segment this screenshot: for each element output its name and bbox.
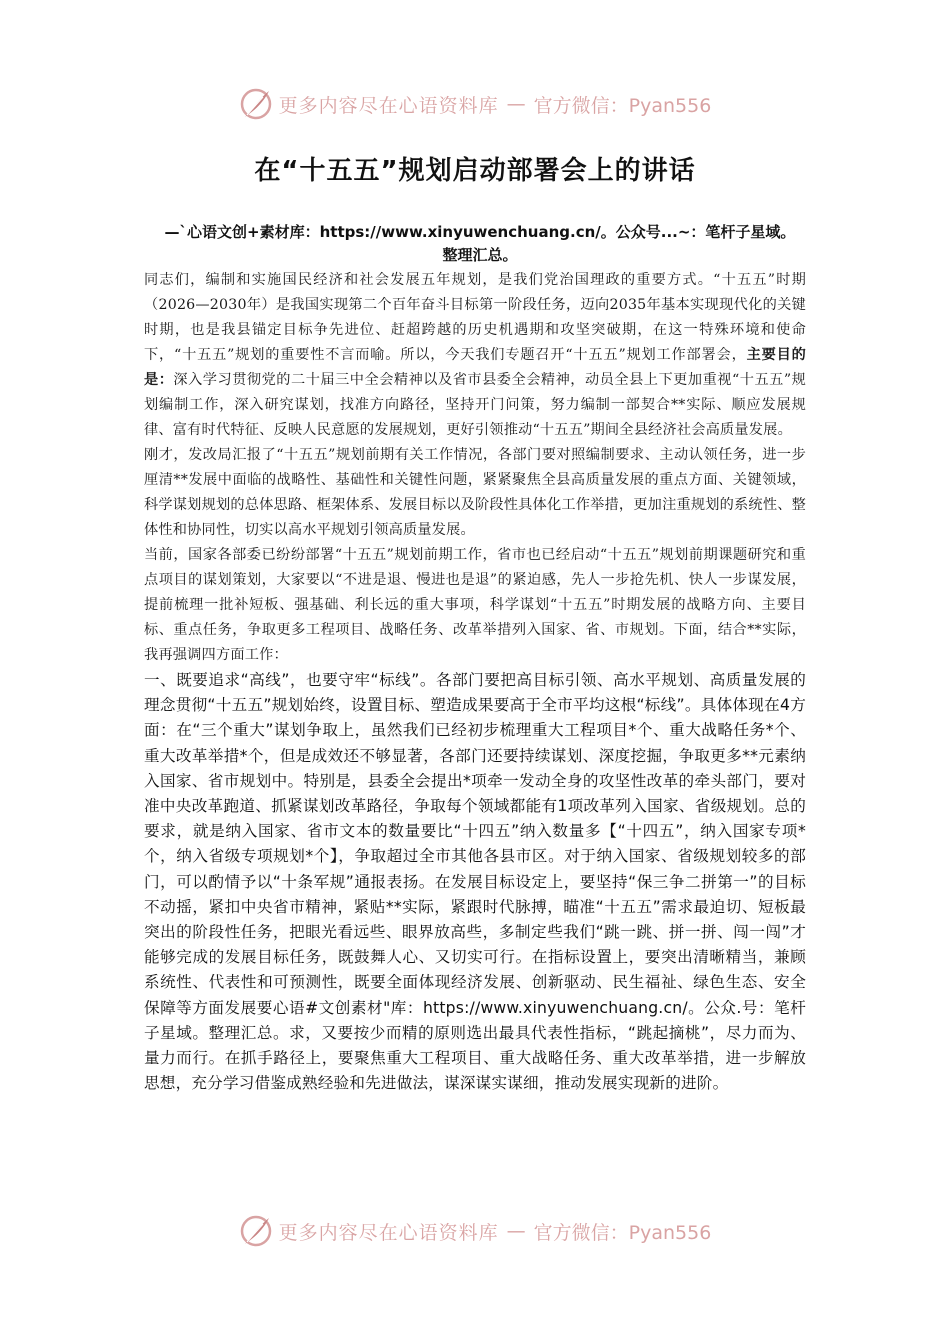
feather-pen-logo-icon	[239, 1214, 273, 1248]
bottom-banner	[0, 1211, 950, 1251]
document-body	[144, 268, 806, 1096]
subtitle-line-1: —`心语文创+素材库：https://www.xinyuwenchuang.cn/。公众号...~：笔杆子星域。	[164, 223, 796, 241]
subtitle	[140, 221, 820, 267]
paragraph-2: 刚才，发改局汇报了“十五五”规划前期有关工作情况，各部门要对照编制要求、主动认领任务，进一步厘清**发展中面临的战略性、基础性和关键性问题，紧紧聚焦全县高质量发展的重点方面、关键领域，科学谋划规划的总体思路、框架体系、发展目标以及阶段性具体化工作举措，更加注重规划的系统性、整体性和协同性，切实以高水平规划引领高质量发展。	[144, 447, 806, 538]
paragraph-3: 当前，国家各部委已纷纷部署“十五五”规划前期工作，省市也已经启动“十五五”规划前期课题研究和重点项目的谋划策划，大家要以“不进是退、慢进也是退”的紧迫感，先人一步抢先机、快人一步谋发展，提前梳理一批补短板、强基础、利长远的重大事项，科学谋划“十五五”时期发展的战略方向、主要目标、重点任务，争取更多工程项目、战略任务、改革举措列入国家、省、市规划。下面，结合**实际，我再强调四方面工作：	[144, 547, 806, 663]
banner-separator: —	[506, 1220, 526, 1242]
banner-text: 更多内容尽在心语资料库	[278, 1221, 499, 1244]
banner-wechat: 官方微信：Pyan556	[533, 1221, 712, 1244]
page-title: 在“十五五”规划启动部署会上的讲话	[254, 156, 696, 186]
paragraph-1-before: 同志们，编制和实施国民经济和社会发展五年规划，是我们党治国理政的重要方式。“十五五”时期（2026—2030年）是我国实现第二个百年奋斗目标第一阶段任务，迈向2035年基本实现现代化的关键时期，也是我县锚定目标争先进位、赶超跨越的历史机遇期和攻坚突破期，在这一特殊环境和使命下，“十五五”规划的重要性不言而喻。所以，今天我们专题召开“十五五”规划工作部署会，	[144, 272, 806, 363]
subtitle-line-2: 整理汇总。	[442, 246, 518, 264]
paragraph-1-after: 深入学习贯彻党的二十届三中全会精神以及省市县委全会精神，动员全县上下更加重视“十五五”规划编制工作，深入研究谋划，找准方向路径，坚持开门问策，努力编制一部契合**实际、顺应发展规律、富有时代特征、反映人民意愿的发展规划，更好引领推动“十五五”期间全县经济社会高质量发展。	[144, 372, 806, 438]
paragraph-1	[144, 268, 806, 443]
paragraph-4: 一、既要追求“高线”，也要守牢“标线”。各部门要把高目标引领、高水平规划、高质量发展的理念贯彻“十五五”规划始终，设置目标、塑造成果要高于全市平均这根“标线”。具体体现在4方面：在“三个重大”谋划争取上，虽然我们已经初步梳理重大工程项目*个、重大战略任务*个、重大改革举措*个，但是成效还不够显著，各部门还要持续谋划、深度挖掘，争取更多**元素纳入国家、省市规划中。特别是，县委全会提出*项牵一发动全身的攻坚性改革的牵头部门，要对准中央改革跑道、抓紧谋划改革路径，争取每个领域都能有1项改革列入国家、省级规划。总的要求，就是纳入国家、省市文本的数量要比“十四五”纳入数量多【“十四五”，纳入国家专项*个，纳入省级专项规划*个】，争取超过全市其他各县市区。对于纳入国家、省级规划较多的部门，可以酌情予以“十条军规”通报表扬。在发展目标设定上，要坚持“保三争二拼第一”的目标不动摇，紧扣中央省市精神，紧贴**实际，紧跟时代脉搏，瞄准“十五五”需求最迫切、短板最突出的阶段性任务，把眼光看远些、眼界放高些，多制定些我们“跳一跳、拼一拼、闯一闯”才能够完成的发展目标任务，既鼓舞人心、又切实可行。在指标设置上，要突出清晰精当，兼顾系统性、代表性和可预测性，既要全面体现经济发展、创新驱动、民生福祉、绿色生态、安全保障等方面发展要心语#文创素材"库：https://www.xinyuwenchuang.cn/。公众.号：笔杆子星域。整理汇总。求，又要按少而精的原则选出最具代表性指标，“跳起摘桃”，尽力而为、量力而行。在抓手路径上，要聚焦重大工程项目、重大战略任务、重大改革举措，进一步解放思想，充分学习借鉴成熟经验和先进做法，谋深谋实谋细，推动发展实现新的进阶。	[144, 671, 806, 1093]
feather-pen-logo-icon	[239, 87, 273, 121]
paragraph-1-bold: 主要目的是：	[144, 347, 806, 388]
top-banner	[0, 84, 950, 124]
banner-text: 更多内容尽在心语资料库	[278, 94, 499, 117]
banner-wechat: 官方微信：Pyan556	[533, 94, 712, 117]
banner-separator: —	[506, 93, 526, 115]
